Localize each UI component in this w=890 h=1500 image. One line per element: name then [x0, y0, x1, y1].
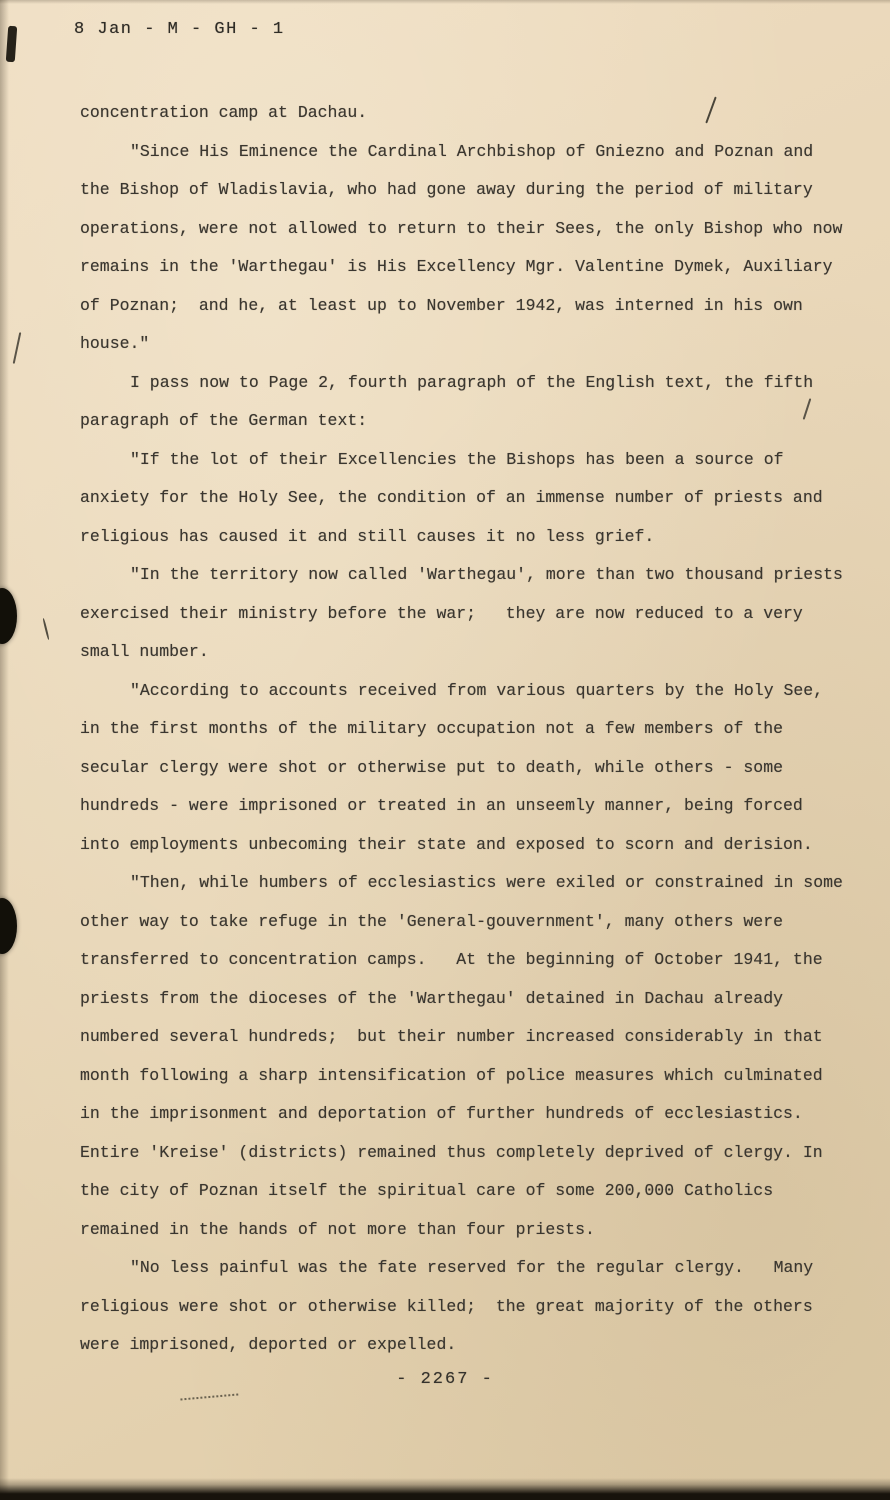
paragraph: "Since His Eminence the Cardinal Archbishop of Gniezno and Poznan and the Bishop of Wladislavia, who had gone away during the period of military operations, were not allowed to return to their Sees, the only Bishop who now remains in the 'Warthegau' is His Excellency Mgr. Valentine Dymek, Auxiliary of Poznan; and he, at least up to November 1942, was interned in his own house." [80, 141, 853, 353]
paragraph: "Then, while humbers of ecclesiastics were exiled or constrained in some other way to take refuge in the 'General-gouvernment', many others were transferred to concentration camps. At the beginning of October 1941, the priests from the dioceses of the 'Warthegau' detained in Dachau already numbered several hundreds; but their number increased considerably in that month following a sharp intensification of police measures which culminated in the imprisonment and deportation of further hundreds of ecclesiastics. Entire 'Kreise' (districts) remained thus completely deprived of clergy. In the city of Poznan itself the spiritual care of some 200,000 Catholics remained in the hands of not more than four priests. [80, 873, 853, 1239]
paragraph: I pass now to Page 2, fourth paragraph of the English text, the fifth paragraph of the German text: [80, 372, 824, 430]
left-edge-shadow [0, 0, 9, 1500]
paragraph: "In the territory now called 'Warthegau', more than two thousand priests exercised their ministry before the war; they are now reduced to a very small number. [80, 565, 853, 661]
paragraph: "According to accounts received from various quarters by the Holy See, in the first months of the military occupation not a few members of the secular clergy were shot or otherwise put to death, while others - some hundreds - were imprisoned or treated in an unseemly manner, being forced into employments unbecoming their state and exposed to scorn and derision. [80, 680, 834, 854]
corner-ink-mark [6, 26, 17, 63]
bottom-edge-shadow [0, 1478, 890, 1500]
page-number: - 2267 - [396, 1370, 494, 1389]
pencil-slash-mark [13, 332, 22, 364]
paragraph: concentration camp at Dachau. [80, 103, 368, 122]
paragraph: "If the lot of their Excellencies the Bishops has been a source of anxiety for the Holy See, the condition of an immense number of priests and religious has caused it and still causes it no less grief. [80, 449, 833, 546]
punch-hole-bottom [0, 898, 17, 954]
punch-hole-top [0, 588, 17, 644]
page-header: 8 Jan - M - GH - 1 [74, 20, 285, 39]
document-body [80, 94, 852, 1365]
pencil-paren-mark [42, 618, 49, 640]
paragraph: "No less painful was the fate reserved for the regular clergy. Many religious were shot or otherwise killed; the great majority of the others were imprisoned, deported or expelled. [80, 1258, 824, 1354]
top-edge-shadow [0, 0, 890, 4]
